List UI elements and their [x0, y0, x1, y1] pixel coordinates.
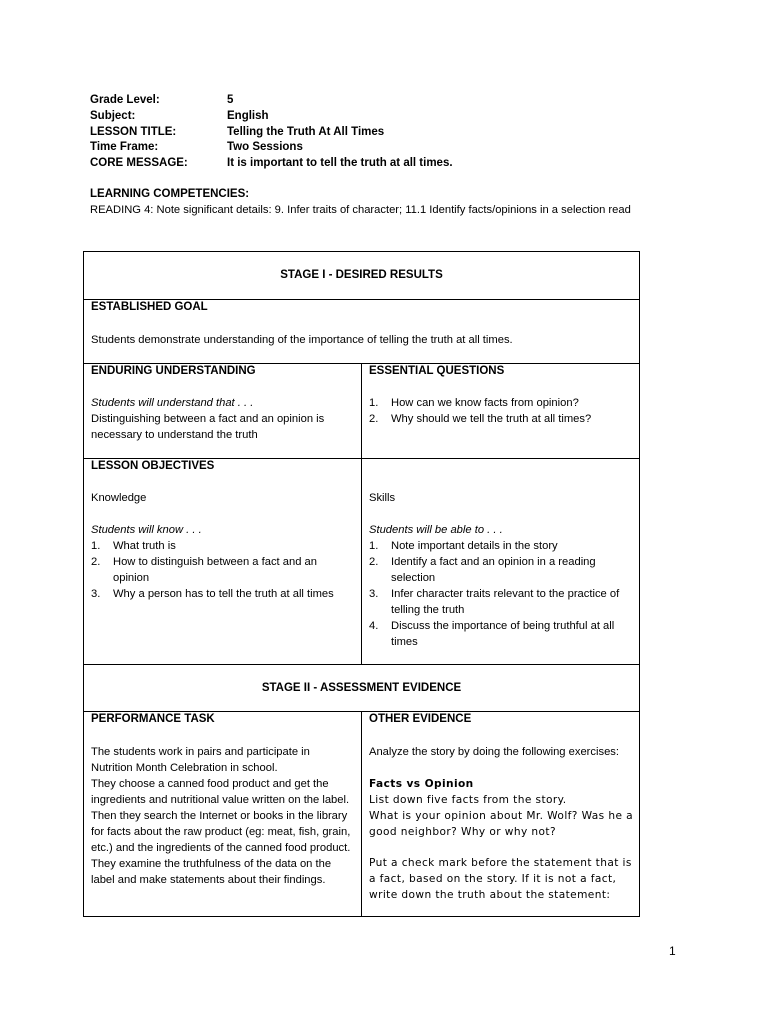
- lesson-plan-table: [83, 251, 640, 917]
- knowledge-lead: Students will know . . .: [91, 524, 202, 536]
- list-item: 3. Why a person has to tell the truth at all times: [91, 588, 334, 600]
- subject-value: English: [227, 110, 269, 122]
- list-item: 1. What truth is: [91, 540, 176, 552]
- other-evidence-title: OTHER EVIDENCE: [369, 713, 472, 725]
- facts-vs-opinion-title: Facts vs Opinion: [369, 778, 474, 790]
- time-frame-value: Two Sessions: [227, 141, 303, 153]
- lesson-objectives-title: LESSON OBJECTIVES: [91, 460, 215, 472]
- other-evidence-lines: [369, 792, 637, 840]
- core-message-label: CORE MESSAGE:: [90, 157, 188, 169]
- core-message-value: It is important to tell the truth at all times.: [227, 157, 453, 169]
- list-item: 1. How can we know facts from opinion?: [369, 397, 579, 409]
- grade-level-value: 5: [227, 94, 234, 106]
- performance-task-paragraph: They choose a canned food product and get the ingredients and nutritional value written on the label.: [91, 778, 350, 806]
- performance-task-paragraph: Then they search the Internet or books in the library for facts about the raw product (eg: meat, fish, grain, etc.) and the ingredients of the canned food product.: [91, 810, 351, 854]
- skills-lead: Students will be able to . . .: [369, 524, 503, 536]
- enduring-understanding-lead: Students will understand that . . .: [91, 397, 254, 409]
- enduring-understanding-text: Distinguishing between a fact and an opinion is necessary to understand the truth: [91, 413, 325, 441]
- established-goal-text: Students demonstrate understanding of the importance of telling the truth at all times.: [91, 334, 513, 346]
- list-item: 2. How to distinguish between a fact and an opinion: [91, 556, 317, 584]
- list-item: 2. Identify a fact and an opinion in a reading selection: [369, 556, 596, 584]
- other-evidence-intro: Analyze the story by doing the following exercises:: [369, 746, 619, 758]
- lesson-title-label: LESSON TITLE:: [90, 126, 177, 138]
- grade-level-label: Grade Level:: [90, 94, 160, 106]
- competencies-title: LEARNING COMPETENCIES:: [90, 188, 250, 200]
- table-divider: [84, 664, 639, 665]
- performance-task-title: PERFORMANCE TASK: [91, 713, 215, 725]
- list-item: 1. Note important details in the story: [369, 540, 558, 552]
- column-divider: [361, 711, 362, 917]
- list-item: 2. Why should we tell the truth at all times?: [369, 413, 592, 425]
- subject-label: Subject:: [90, 110, 136, 122]
- list-item: 4. Discuss the importance of being truthful at all times: [369, 620, 615, 648]
- page-number: 1: [669, 944, 676, 958]
- established-goal-title: ESTABLISHED GOAL: [91, 301, 208, 313]
- performance-task-paragraph: They examine the truthfulness of the data on the label and make statements about their findings.: [91, 858, 332, 886]
- stage2-title: STAGE II - ASSESSMENT EVIDENCE: [261, 682, 462, 694]
- lesson-title-value: Telling the Truth At All Times: [227, 126, 385, 138]
- stage1-title: STAGE I - DESIRED RESULTS: [280, 269, 443, 281]
- column-divider: [361, 363, 362, 664]
- other-evidence-paragraph: Put a check mark before the statement that is a fact, based on the story. If it is not a fact, write down the truth about the statement:: [369, 857, 632, 901]
- other-evidence-line: List down five facts from the story.: [369, 794, 567, 806]
- skills-label: Skills: [369, 492, 396, 504]
- skills-list: [369, 538, 635, 650]
- time-frame-label: Time Frame:: [90, 141, 159, 153]
- essential-questions-title: ESSENTIAL QUESTIONS: [369, 365, 505, 377]
- performance-task-paragraph: The students work in pairs and participate in Nutrition Month Celebration in school.: [91, 746, 310, 774]
- list-item: 3. Infer character traits relevant to the practice of telling the truth: [369, 588, 620, 616]
- knowledge-list: [91, 538, 355, 602]
- enduring-understanding-body: [91, 395, 353, 443]
- competencies-text: READING 4: Note significant details: 9. Infer traits of character; 11.1 Identify facts/opinions in a selection read: [90, 204, 631, 216]
- table-divider: [84, 299, 639, 300]
- performance-task-body: [91, 744, 353, 888]
- knowledge-label: Knowledge: [91, 492, 147, 504]
- other-evidence-line: What is your opinion about Mr. Wolf? Was he a good neighbor? Why or why not?: [369, 810, 634, 838]
- enduring-understanding-title: ENDURING UNDERSTANDING: [91, 365, 256, 377]
- essential-questions-list: [369, 395, 634, 427]
